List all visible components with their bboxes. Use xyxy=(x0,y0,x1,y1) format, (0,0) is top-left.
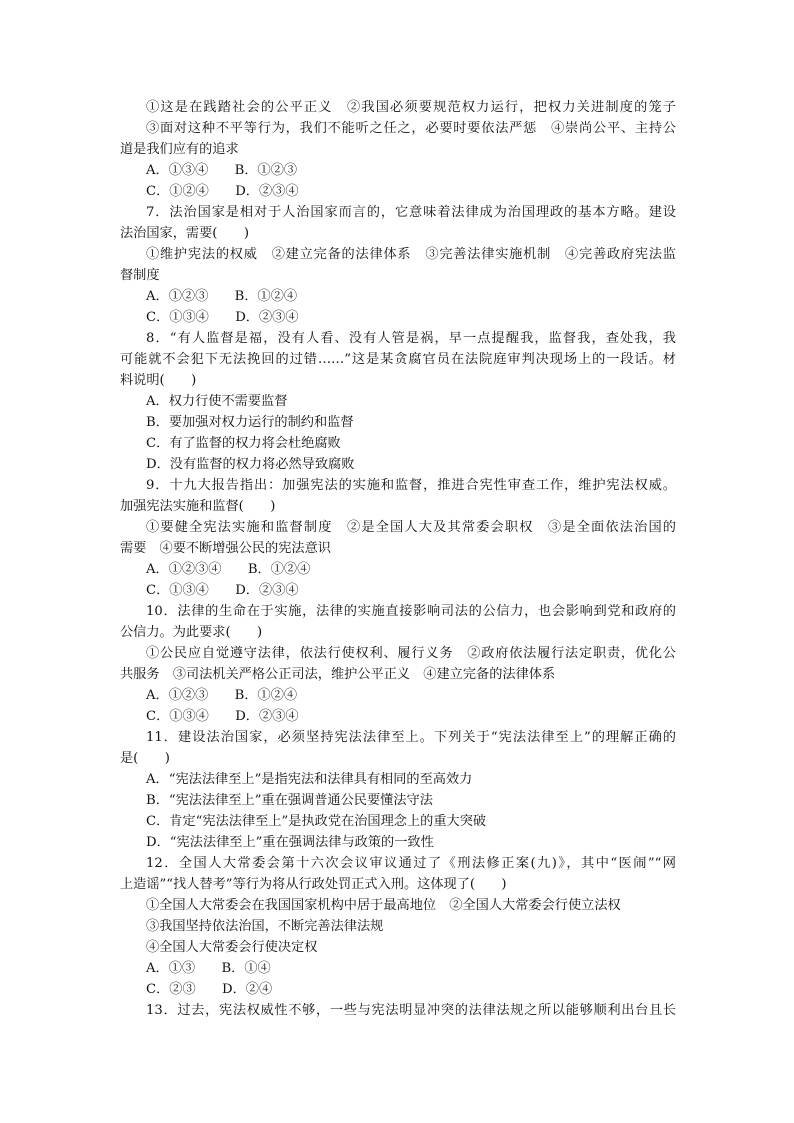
text-line: ①全国人大常委会在我国国家机构中居于最高地位 ②全国人大常委会行使立法权 xyxy=(146,898,621,913)
text-line: ①维护宪法的权威 ②建立完备的法律体系 ③完善法律实施机制 ④完善政府宪法监 xyxy=(146,247,676,262)
text-line: A．“宪法法律至上”是指宪法和法律具有相同的至高效力 xyxy=(146,772,473,787)
text-line: ③面对这种不平等行为，我们不能听之任之，必要时要依法严惩 ④崇尚公平、主持公 xyxy=(146,121,676,136)
text-line: 11．建设法治国家，必须坚持宪法法律至上。下列关于“宪法法律至上”的理解正确的 xyxy=(146,730,676,745)
text-line: A．权力行使不需要监督 xyxy=(146,394,288,409)
text-line: C．有了监督的权力将会杜绝腐败 xyxy=(146,436,341,451)
text-line: A．①②③④ B．①②④ xyxy=(146,562,311,577)
text-line: 10．法律的生命在于实施，法律的实施直接影响司法的公信力，也会影响到党和政府的 xyxy=(146,604,676,619)
text-line: 道是我们应有的追求 xyxy=(120,142,239,157)
text-line: ③我国坚持依法治国，不断完善法律法规 xyxy=(146,919,384,934)
text-line: C．②③ D．②④ xyxy=(146,982,273,997)
text-line: B．“宪法法律至上”重在强调普通公民要懂法守法 xyxy=(146,793,433,808)
text-line: A．①②③ B．①②④ xyxy=(146,688,298,703)
text-line: ④全国人大常委会行使决定权 xyxy=(146,940,318,955)
text-line: C．肯定“宪法法律至上”是执政党在治国理念上的重大突破 xyxy=(146,814,487,829)
document-page xyxy=(120,97,676,1021)
text-line: B．要加强对权力运行的制约和监督 xyxy=(146,415,354,430)
text-line: A．①③④ B．①②③ xyxy=(146,163,298,178)
text-line: 料说明( ) xyxy=(120,373,197,388)
text-line: D．“宪法法律至上”重在强调法律与政策的一致性 xyxy=(146,835,434,850)
text-line: A．①②③ B．①②④ xyxy=(146,289,298,304)
text-line: 需要 ④要不断增强公民的宪法意识 xyxy=(120,541,331,556)
text-line: 13．过去，宪法权威性不够，一些与宪法明显冲突的法律法规之所以能够顺利出台且长 xyxy=(146,1003,676,1018)
text-line: A．①③ B．①④ xyxy=(146,961,271,976)
text-line: 8．“有人监督是福，没有人看、没有人管是祸，早一点提醒我，监督我，查处我，我 xyxy=(146,331,676,346)
text-line: 公信力。为此要求( ) xyxy=(120,625,263,640)
text-line: C．①②④ D．②③④ xyxy=(146,184,299,199)
text-line: 共服务 ③司法机关严格公正司法，维护公平正义 ④建立完备的法律体系 xyxy=(120,667,556,682)
text-line: 加强宪法实施和监督( ) xyxy=(120,499,276,514)
text-line: C．①③④ D．②③④ xyxy=(146,310,299,325)
text-line: 法治国家，需要( ) xyxy=(120,226,249,241)
text-line: 督制度 xyxy=(120,268,160,283)
text-line: 是( ) xyxy=(120,751,170,766)
text-line: 7．法治国家是相对于人治国家而言的，它意味着法律成为治国理政的基本方略。建设 xyxy=(146,205,676,220)
text-line: ①这是在践踏社会的公平正义 ②我国必须要规范权力运行，把权力关进制度的笼子 xyxy=(146,100,676,115)
text-line: 可能就不会犯下无法挽回的过错……”这是某贪腐官员在法院庭审判决现场上的一段话。材 xyxy=(120,352,676,367)
text-line: 9．十九大报告指出：加强宪法的实施和监督，推进合宪性审查工作，维护宪法权威。 xyxy=(146,478,676,493)
text-line: ①要健全宪法实施和监督制度 ②是全国人大及其常委会职权 ③是全面依法治国的 xyxy=(146,520,676,535)
text-line: 12．全国人大常委会第十六次会议审议通过了《刑法修正案(九)》，其中“医闹”“网 xyxy=(146,856,676,871)
text-line: D．没有监督的权力将必然导致腐败 xyxy=(146,457,355,472)
text-line: C．①③④ D．②③④ xyxy=(146,709,299,724)
text-line: C．①③④ D．②③④ xyxy=(146,583,299,598)
text-line: ①公民应自觉遵守法律，依法行使权利、履行义务 ②政府依法履行法定职责，优化公 xyxy=(146,646,676,661)
text-line: 上造谣”“找人替考”等行为将从行政处罚正式入刑。这体现了( ) xyxy=(120,877,507,892)
